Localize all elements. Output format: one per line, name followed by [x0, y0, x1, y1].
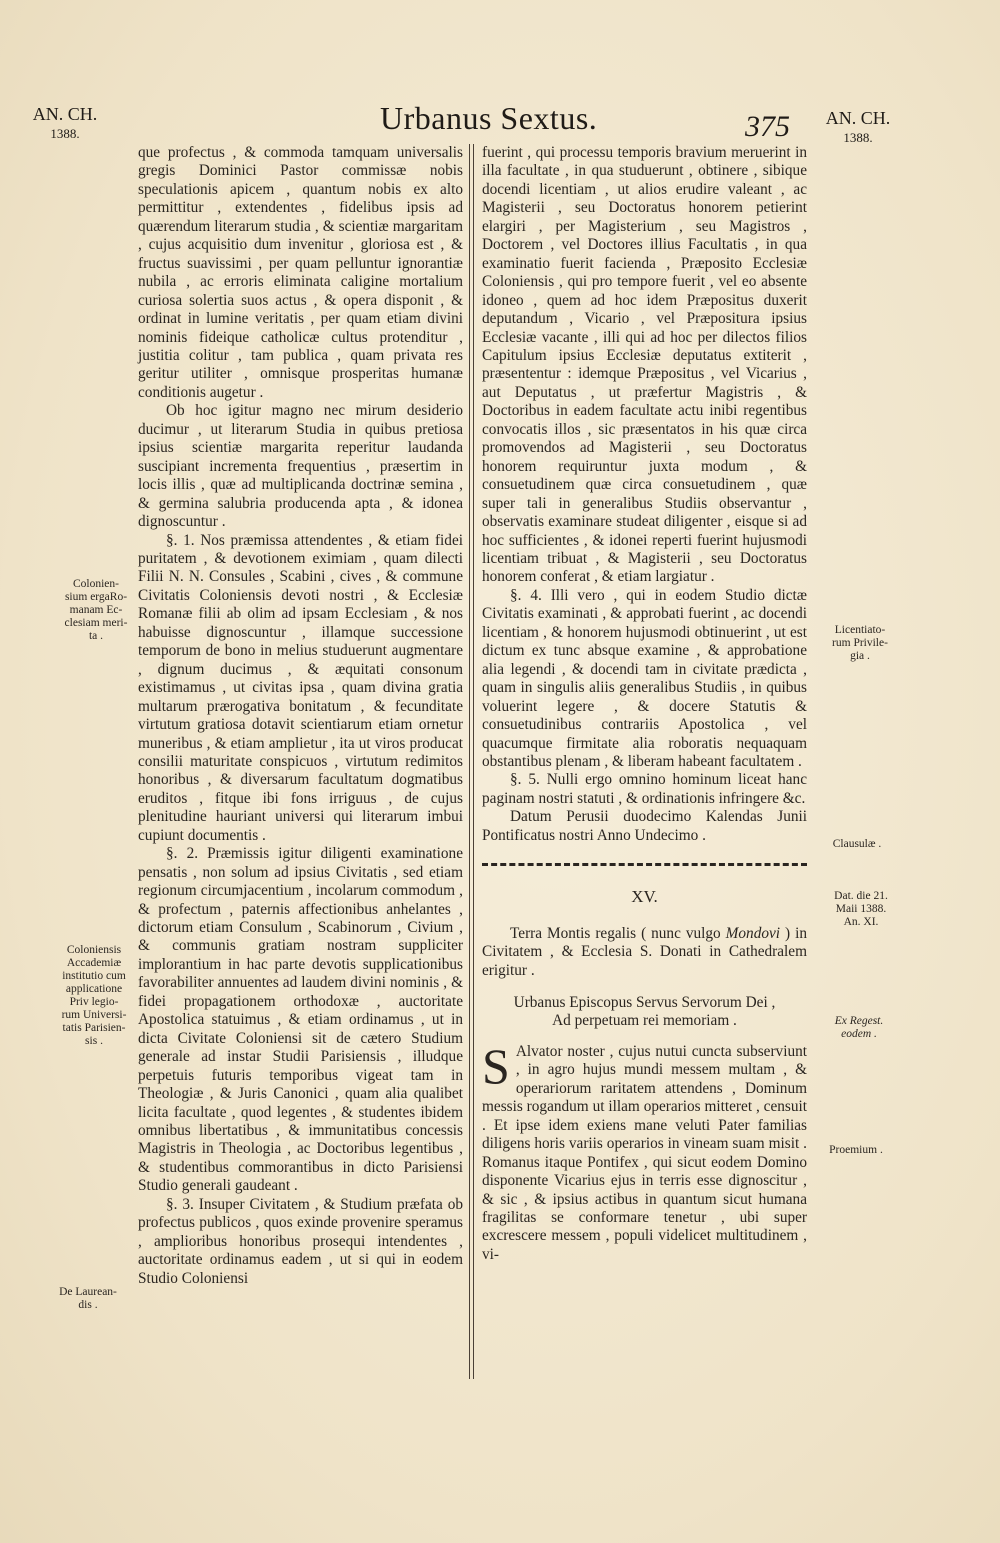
right-paragraph-4: Datum Perusii duodecimo Kalendas Junii Pontificatus nostri Anno Undecimo . [482, 808, 807, 844]
section-summary-italic: Mondovi [725, 924, 781, 942]
page-number: 375 [745, 110, 790, 143]
section-summary-part-a: Terra Montis regalis ( nunc vulgo [510, 924, 726, 942]
header-year-right [818, 108, 898, 148]
header-year-left-value: 1388. [50, 126, 80, 141]
section-summary-part-b: ) in Civitatem , & Ecclesia S. Donati in Cathedralem erigitur . [482, 924, 807, 979]
margin-note-clausulae: Clausulæ . [832, 838, 882, 850]
salutation-line-2: Ad perpetuam rei memoriam . [552, 1012, 737, 1030]
margin-note-academiae: Coloniensis Accademiæ institutio cum applicatione Priv legio- rum Universi- tatis Parisien- sis . [61, 944, 127, 1047]
margin-note-coloniensium: Colonien- sium ergaRo- manam Ec- clesiam meri- ta . [64, 578, 128, 642]
running-title: Urbanus Sextus. [380, 100, 598, 136]
left-paragraph-4: §. 2. Præmissis igitur diligenti examinatione pensatis , non solum ad ipsius Civitatis , sed etiam regionum circumjacentium , incolarum commodum , & profectum , paternis affectionibus anhelantes , dictorum etiam Consulum , Scabinorum , Civium , & communis gratiam nostram suppliciter implorantium in hac parte devotis supplicationibus favorabiliter annuentes ad laudem divini nominis , & fidei propagationem orthodoxæ , auctoritate Apostolica statuimus , & etiam ordinamus , ut in dicta Civitate Coloniensi sit de cætero Studium generale ad instar Studii Parisiensis , illudque perpetuis futuris temporibus vigeat tam in Theologiæ , & Juris Canonici , quam alia qualibet licita facultate , quod legentes , & studentes ibidem omnibus libertatibus , & immunitatibus concessis Magistris in Theologia , ac Doctoribus legentibus , & studentibus commorantibus in dicto Parisiensi Studio generali gaudeant . [138, 845, 463, 1195]
right-paragraph-2: §. 4. Illi vero , qui in eodem Studio dictæ Civitatis examinati , & approbati fuerint , ac docendi licentiam , & honorem hujusmodi obtinuerint , ut est dictum ex tunc absque examine , & approbatione alia legendi , & docendi tam in civitate prædicta , quam in singulis aliis generalibus Studiis , in quibus voluerint legere , & docere Statutis & consuetudinibus contrariis Apostolica , vel quacumque firmitate alia roboratis nequaquam obstantibus plenam , & liberam habeant facultatem . [482, 586, 807, 770]
header-an-right: AN. CH. [825, 108, 891, 128]
proemium-paragraph [482, 1037, 807, 1264]
section-number: XV. [631, 887, 658, 907]
margin-note-laureandis: De Laurean- dis . [59, 1286, 117, 1311]
proemium-text: Alvator noster , cujus nutui cuncta subserviunt , in agro hujus mundi messem multam , & operariorum raritatem attendens , Dominum messis rogandum ut illam operarios mitteret , censuit . Et ipse idem exiens mane veluti Pater familias diligens horis variis operarios in vineam suam misit . Romanus itaque Pontifex , qui sicut eodem Domino disponente Vicarius ejus in terris esse dignoscitur , & sic , & ipsius actibus in quantum sicut humana fragilitas se conformare tenetur , ubi super excrescere messem , populi videlicet multitudinem , vi- [482, 1042, 807, 1263]
right-paragraph-3: §. 5. Nulli ergo omnino hominum liceat hanc paginam nostri statuti , & ordinationis infringere &c. [482, 771, 807, 807]
margin-note-ex-regest: Ex Regest. eodem . [834, 1015, 884, 1040]
salutation-line-1: Urbanus Episcopus Servus Servorum Dei , [513, 994, 776, 1012]
section-separator [482, 863, 807, 870]
left-paragraph-1: que profectus , & commoda tamquam universalis gregis Dominici Pastor commissæ nobis speculationis apicem , quantum nobis ex alto permittitur , extendentes , fidelibus ipsis ad quærendum literarum studia , & scientiæ margaritam , cujus acquisitio dum invenitur , gloriosa est , & fructus suavissimi , per quam pelluntur ignorantiæ nubila , ac erroris eliminata caligine mortalium curiosa solertia suos actus , & opera disponit , & ordinat in lumine veritatis , per quam etiam divini nominis fideique catholicæ cultus protenditur , justitia colitur , tam publica , quam privata res geritur utiliter , omnisque prosperitas humanæ conditionis augetur . [138, 144, 463, 401]
header-year-left [30, 104, 100, 144]
right-column [482, 144, 807, 1264]
margin-note-proemium: Proemium . [829, 1144, 883, 1156]
left-paragraph-5: §. 3. Insuper Civitatem , & Studium præfata ob profectus publicos , quos exinde provenire speramus , amplioribus honoribus prosequi intendentes , auctoritate ordinamus eadem , ut si qui in eodem Studio Coloniensi [138, 1195, 463, 1287]
left-column [138, 144, 463, 1288]
margin-note-licentiatorum: Licentiato- rum Privile- gia . [832, 624, 888, 662]
header-an-left: AN. CH. [32, 104, 98, 124]
section-summary [482, 925, 807, 980]
left-paragraph-3: §. 1. Nos præmissa attendentes , & etiam fidei puritatem , & devotionem eximiam , quam dilecti Filii N. N. Consules , Scabini , cives , & commune Civitatis Coloniensis devoti nostri , & Ecclesiæ Romanæ filii ab olim ad ipsam Ecclesiam , & nos habuisse dignoscuntur , illamque successione temporum de bono in melius studuerunt augmentare , dignum ducimus , & æquitati consonum existimamus , ut civitas ipsa , quam divina gratia multarum prærogativa bonitatum , & fecunditate virtutum gratiosa dotavit scientiarum etiam ornetur muneribus , & etiam amplietur , ita ut viros producat consilii maturitate conspicuos , virtutum redimitos honoribus , & diversarum facultatum dogmatibus eruditos , fitque ibi fons irriguus , de cujus plenitudine hauriant universi qui literarum imbui cupiunt documentis . [138, 531, 463, 844]
header-year-right-value: 1388. [843, 130, 873, 145]
drop-capital: S [482, 1037, 510, 1094]
margin-note-dat: Dat. die 21. Maii 1388. An. XI. [834, 890, 888, 928]
right-paragraph-1: fuerint , qui processu temporis bravium meruerint in illa facultate , in qua studuerunt , obtinere , sibique docendi licentiam , ut alios erudire valeant , ac Magisterii , seu Doctoratus honorem petierint elargiri , per Magisterium , seu Magistros , Doctorem , vel Doctores illius Facultatis , in qua examinatio fuerit facienda , Præposito Ecclesiæ Coloniensis , qui pro tempore fuerit , vel eo absente idoneo , quem ad hoc idem Præpositus duxerit deputandum , Vicario , vel Præpositura ipsius Ecclesiæ vacante , illi qui ad hoc per dilectos filios Capitulum ipsius Ecclesiæ deputatus extiterit , præsententur : idemque Præpositus , vel Vicarius , aut Deputatus , ut præfertur Magistris , & Doctoribus in eadem facultate actu inibi regentibus convocatis illos , sic præsentatos in his quæ circa promovendos ad Magisterii , seu Doctoratus honorem requiruntur juxta modum , & consuetudinem quæ circa consuetudinem , quæ super tali in generalibus Studiis observantur , observatis examinare studeat diligenter , eisque si ad hoc sufficientes , & idonei reperti fuerint hujusmodi licentiam tribuat , & Magisterii , seu Doctoratus honorem conferat , & etiam largiatur . [482, 144, 807, 586]
column-divider [469, 144, 474, 1379]
left-paragraph-2: Ob hoc igitur magno nec mirum desiderio ducimur , ut literarum Studia in quibus pretiosa ipsius scientiæ margarita reperitur laudanda suscipiant incrementa frequentius , præsertim in locis illis , quæ ad multiplicanda doctrinæ semina , & germina salubria producenda apta , & idonea dignoscuntur . [138, 402, 463, 531]
